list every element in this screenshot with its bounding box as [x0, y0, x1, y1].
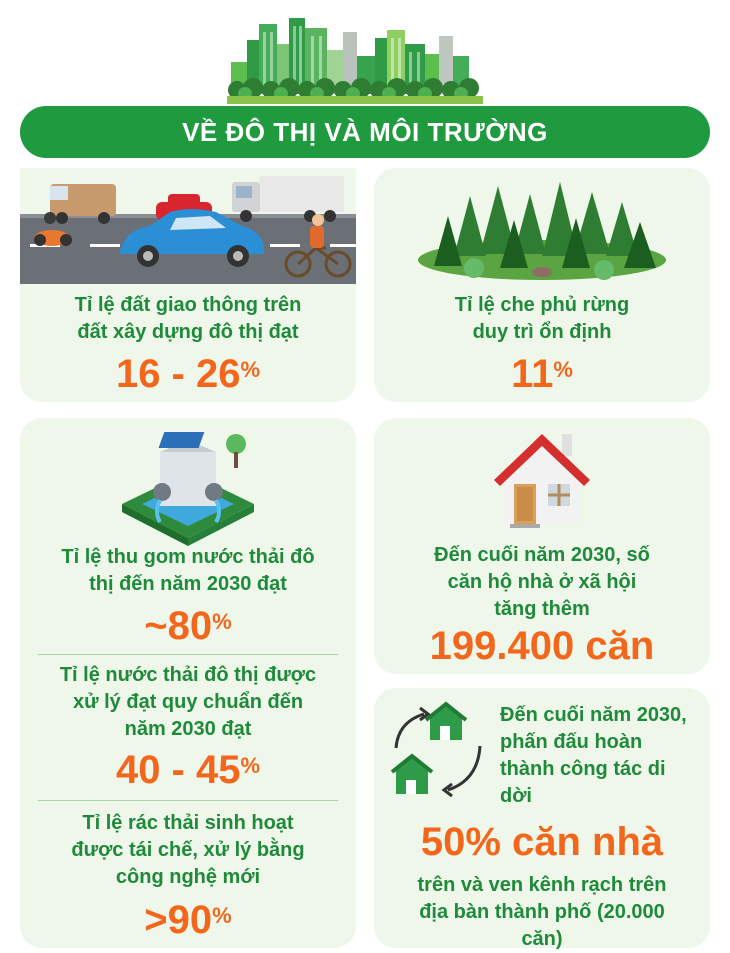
social-housing-value: 199.400 căn — [429, 624, 655, 668]
relocation-sub: trên và ven kênh rạch trên địa bàn thành phố (20.000 căn) — [417, 874, 667, 950]
wastewater-collect-label: Tỉ lệ thu gom nước thải đô thị đến năm 2030 đạt — [61, 546, 315, 595]
relocation-value: 50% căn nhà — [420, 820, 664, 864]
wastewater-collect-value: ~80% — [144, 604, 232, 648]
forest-value: 11% — [511, 352, 573, 396]
house-icon — [490, 426, 594, 530]
traffic-value: 16 - 26% — [115, 352, 261, 396]
house-relocation-icon — [384, 700, 498, 804]
water-treatment-icon — [116, 422, 260, 548]
wastewater-treat-value: 40 - 45% — [115, 748, 261, 792]
card-relocation — [374, 688, 710, 948]
relocation-label: Đến cuối năm 2030, phấn đấu hoàn thành công tác di dời — [500, 704, 687, 807]
social-housing-label: Đến cuối năm 2030, số căn hộ nhà ở xã hội tăng thêm — [434, 544, 650, 620]
divider — [38, 800, 338, 801]
card-traffic — [20, 168, 356, 402]
city-skyline-icon — [225, 10, 487, 105]
waste-recycle-label: Tỉ lệ rác thải sinh hoạt được tái chế, xử lý bằng công nghệ mới — [71, 812, 305, 888]
divider — [38, 654, 338, 655]
wastewater-treat-label: Tỉ lệ nước thải đô thị được xử lý đạt quy chuẩn đến năm 2030 đạt — [59, 664, 317, 740]
forest-label: Tỉ lệ che phủ rừng duy trì ổn định — [454, 294, 630, 343]
card-wastewater — [20, 418, 356, 948]
page-title: VỀ ĐÔ THỊ VÀ MÔI TRƯỜNG — [20, 106, 710, 158]
waste-recycle-value: >90% — [144, 898, 232, 942]
traffic-label: Tỉ lệ đất giao thông trên đất xây dựng đô thị đạt — [74, 294, 302, 343]
card-forest — [374, 168, 710, 402]
card-social-housing — [374, 418, 710, 674]
forest-icon — [414, 176, 670, 280]
traffic-road-icon — [20, 168, 356, 284]
